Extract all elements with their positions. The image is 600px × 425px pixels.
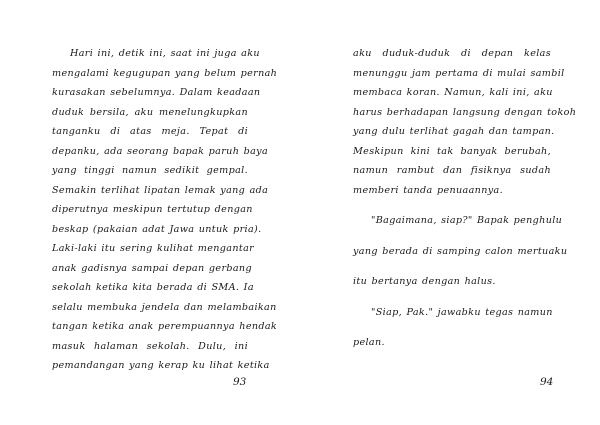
text-line: pemandangan yang kerap ku lihat ketika — [52, 360, 270, 371]
text-line: aku duduk-duduk di depan kelas — [353, 48, 551, 59]
text-line: beskap (pakaian adat Jawa untuk pria). — [52, 223, 262, 235]
text-line: depanku, ada seorang bapak paruh baya — [52, 145, 269, 157]
right-page — [300, 0, 600, 425]
dialogue-line: "Bagaimana, siap?" Bapak penghulu — [371, 215, 563, 226]
text-line: tanganku di atas meja. Tepat di — [52, 126, 248, 137]
text-line: membaca koran. Namun, kali ini, aku — [353, 87, 553, 98]
text-line: harus berhadapan langsung dengan tokoh — [353, 106, 577, 118]
text-line: yang tinggi namun sedikit gempal. — [52, 165, 248, 176]
text-line: namun rambut dan fisiknya sudah — [353, 165, 551, 176]
text-line: Laki-laki itu sering kulihat mengantar — [52, 243, 255, 254]
text-line: Hari ini, detik ini, saat ini juga aku — [70, 48, 260, 59]
text-line: kurasakan sebelumnya. Dalam keadaan — [52, 87, 261, 98]
text-line: selalu membuka jendela dan melambaikan — [52, 301, 277, 313]
dialogue-line: pelan. — [353, 337, 385, 348]
text-line: menunggu jam pertama di mulai sambil — [353, 67, 565, 79]
text-line: tangan ketika anak perempuannya hendak — [52, 321, 278, 332]
text-line: duduk bersila, aku menelungkupkan — [52, 106, 248, 118]
dialogue-line: yang berada di samping calon mertuaku — [353, 245, 568, 257]
text-line: sekolah ketika kita berada di SMA. Ia — [52, 282, 254, 293]
text-line: mengalami kegugupan yang belum pernah — [52, 67, 278, 79]
page-number: 93 — [233, 376, 247, 388]
text-line: masuk halaman sekolah. Dulu, ini — [52, 340, 248, 352]
text-line: anak gadisnya sampai depan gerbang — [52, 262, 252, 274]
text-line: Meskipun kini tak banyak berubah, — [353, 145, 551, 157]
page-number: 94 — [540, 376, 554, 388]
text-line: diperutnya meskipun tertutup dengan — [52, 204, 253, 215]
text-line: memberi tanda penuaannya. — [353, 184, 503, 196]
right-page-text — [353, 44, 577, 353]
dialogue-line: itu bertanya dengan halus. — [353, 276, 496, 287]
left-page-text — [52, 44, 278, 376]
dialogue-line: "Siap, Pak." jawabku tegas namun — [371, 306, 553, 318]
text-line: Semakin terlihat lipatan lemak yang ada — [52, 184, 269, 196]
text-line: yang dulu terlihat gagah dan tampan. — [353, 126, 555, 137]
